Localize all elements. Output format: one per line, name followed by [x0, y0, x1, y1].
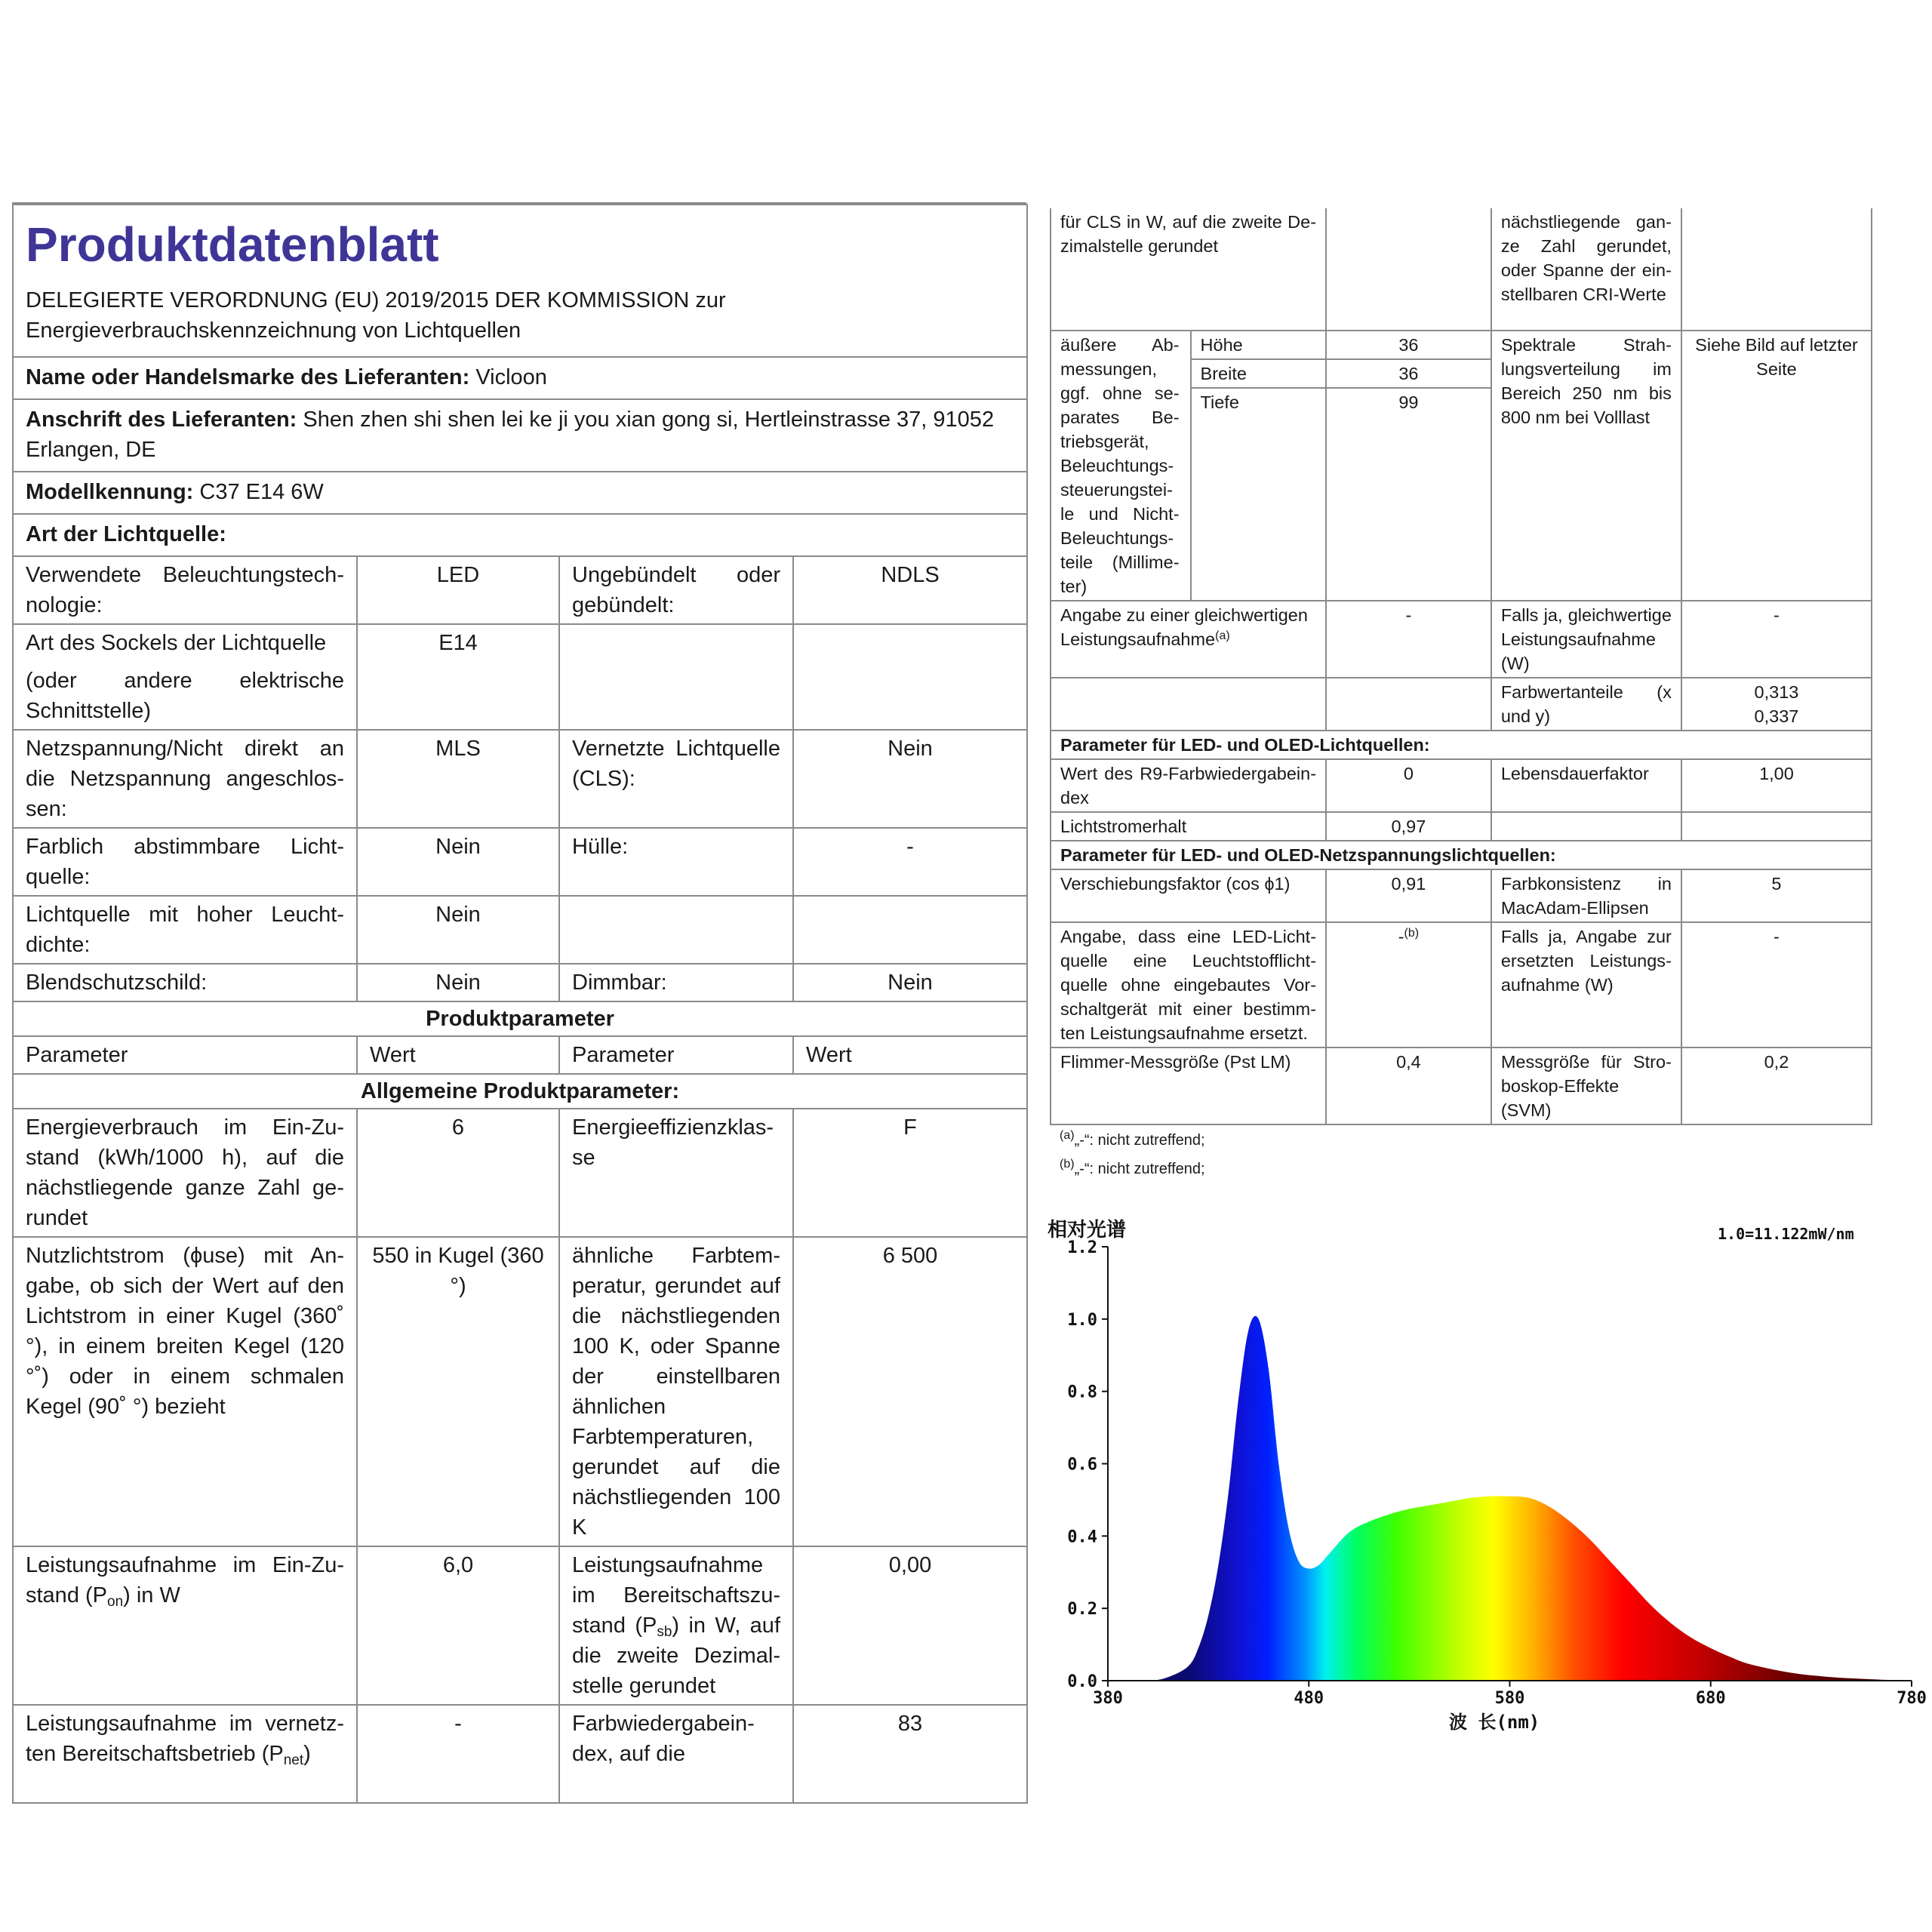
param-label: ähnliche Farbtemperatur, gerundet auf die nächstliegenden 100 K, oder Spanne der einstellbaren ähnlichen Farbtemperaturen, gerundet auf die nächstliegenden 100 K [559, 1237, 793, 1546]
param-value: 0,2 [1681, 1048, 1872, 1124]
param-value: 0,97 [1326, 812, 1491, 841]
address-row [13, 399, 1027, 472]
footnotes [1060, 1126, 1205, 1183]
param-label: Vernetzte Lichtquelle (CLS): [559, 730, 793, 828]
footnote-mark: (b) [1060, 1158, 1075, 1171]
param-value: 0,00 [793, 1546, 1027, 1705]
model-label: Modellkennung: [26, 480, 194, 504]
param-label [559, 624, 793, 730]
param-label: Falls ja, Angabe zur ersetzten Leistungsaufnahme (W) [1491, 922, 1681, 1048]
power-on-text: Leistungsaufnahme im Ein-Zustand (P [26, 1553, 344, 1607]
param-label [559, 1546, 793, 1705]
param-value: LED [357, 556, 559, 624]
table-row [13, 624, 1027, 730]
footnote-mark: (a) [1215, 629, 1230, 642]
empty-cell [1326, 678, 1491, 731]
param-label: Energieverbrauch im Ein-Zustand (kWh/1000 h), auf die nächstliegende ganze Zahl gerundet [13, 1109, 357, 1237]
light-source-heading-row [13, 514, 1027, 556]
param-value: Nein [793, 730, 1027, 828]
param-value: 0,91 [1326, 869, 1491, 922]
x-tick-label: 580 [1494, 1689, 1525, 1708]
table-row [1051, 869, 1872, 922]
param-value: NDLS [793, 556, 1027, 624]
param-value [793, 624, 1027, 730]
table-row [1051, 678, 1872, 731]
x-axis-label: 波 长(nm) [1449, 1712, 1540, 1733]
section-heading-row [13, 1001, 1027, 1036]
footnote-text: „-“: nicht zutreffend; [1074, 1132, 1205, 1149]
param-value [1326, 922, 1491, 1048]
y-axis-ticks [1067, 1238, 1108, 1691]
table-row [13, 964, 1027, 1001]
param-value: - [1681, 922, 1872, 1048]
table-row [1051, 331, 1872, 359]
param-label: Farbwertanteile (x und y) [1491, 678, 1681, 731]
column-header: Parameter [13, 1036, 357, 1074]
table-row [1051, 812, 1872, 841]
light-source-heading: Art der Lichtquelle: [26, 522, 226, 546]
dimension-value: 99 [1326, 388, 1491, 601]
param-label: Ungebündelt oder gebündelt: [559, 556, 793, 624]
general-params-heading: Allgemeine Produktparameter: [13, 1074, 1027, 1109]
column-header: Wert [793, 1036, 1027, 1074]
standby-sub: sb [657, 1624, 672, 1640]
param-value: Nein [357, 896, 559, 964]
section-heading-row [13, 1074, 1027, 1109]
power-on-text-end: ) in W [123, 1583, 180, 1607]
regulation-line-1: DELEGIERTE VERORDNUNG (EU) 2019/2015 DER KOMMISSION zur [26, 288, 726, 312]
page-title: Produktdatenblatt [26, 217, 439, 272]
param-label: Lebensdauerfaktor [1491, 759, 1681, 812]
param-value: MLS [357, 730, 559, 828]
param-value: 550 in Kugel (360 °) [357, 1237, 559, 1546]
param-value [793, 896, 1027, 964]
param-label: Falls ja, gleichwertige Leistungsaufnahme (W) [1491, 601, 1681, 678]
table-row [13, 1546, 1027, 1705]
param-value: Siehe Bild auf letzter Seite [1681, 331, 1872, 601]
param-label: Dimmbar: [559, 964, 793, 1001]
table-row [1051, 208, 1872, 331]
footnote-mark: (b) [1404, 927, 1420, 940]
section-heading-row [1051, 731, 1872, 759]
param-label: Verwendete Beleuchtungstechnologie: [13, 556, 357, 624]
param-label: Farbwiedergabeindex, auf die [559, 1705, 793, 1803]
table-row [1051, 601, 1872, 678]
equiv-label: Angabe zu einer gleichwertigen Leistungsaufnahme [1060, 605, 1308, 649]
param-label: Spektrale Strahlungsverteilung im Bereich 250 nm bis 800 nm bei Volllast [1491, 331, 1681, 601]
x-axis-ticks [1093, 1681, 1927, 1708]
replace-value: - [1398, 927, 1404, 946]
param-label: Farbkonsistenz in MacAdam-Ellipsen [1491, 869, 1681, 922]
chart-annotation: 1.0=11.122mW/nm [1718, 1225, 1854, 1243]
param-label [13, 1705, 357, 1803]
supplier-row [13, 357, 1027, 399]
footnote [1060, 1126, 1205, 1155]
table-row [13, 828, 1027, 896]
param-value: E14 [357, 624, 559, 730]
chroma-x: 0,313 [1754, 682, 1799, 702]
param-label: Farblich abstimmbare Lichtquelle: [13, 828, 357, 896]
param-value: 0,4 [1326, 1048, 1491, 1124]
chart-title: 相对光谱 [1048, 1219, 1127, 1241]
param-label: Lichtquelle mit hoher Leuchtdichte: [13, 896, 357, 964]
table-row [13, 1237, 1027, 1546]
table-row [1051, 759, 1872, 812]
product-params-heading: Produktparameter [13, 1001, 1027, 1036]
x-tick-label: 480 [1294, 1689, 1324, 1708]
socket-label-line1: Art des Sockels der Lichtquelle [26, 631, 327, 655]
column-header: Parameter [559, 1036, 793, 1074]
param-label: Angabe, dass eine LED-Lichtquelle eine Leuchtstofflichtquelle ohne eingebautes Vorschaltgerät mit einer bestimmten Leistungsaufnahme ersetzt. [1051, 922, 1326, 1048]
dimension-name: Breite [1191, 359, 1326, 388]
supplier-value: Vicloon [469, 365, 547, 389]
param-value: F [793, 1109, 1027, 1237]
empty-cell [1491, 812, 1681, 841]
param-label: Netzspannung/Nicht direkt an die Netzspannung angeschlossen: [13, 730, 357, 828]
x-tick-label: 380 [1093, 1689, 1123, 1708]
table-row [13, 1109, 1027, 1237]
power-net-text-end: ) [303, 1742, 311, 1766]
param-value: Nein [357, 828, 559, 896]
mains-params-heading: Parameter für LED- und OLED-Netzspannungslichtquellen: [1051, 841, 1872, 869]
continuation-table [1050, 208, 1872, 1125]
footnote [1060, 1155, 1205, 1183]
param-label [1051, 601, 1326, 678]
regulation-line-2: Energieverbrauchskennzeichnung von Lichtquellen [26, 318, 521, 343]
param-value: 0 [1326, 759, 1491, 812]
y-tick-label: 1.0 [1067, 1310, 1097, 1330]
model-row [13, 472, 1027, 514]
table-row [1051, 1048, 1872, 1124]
chroma-y: 0,337 [1754, 706, 1799, 726]
power-net-text: Leistungsaufnahme im vernetzten Bereitschaftsbetrieb (P [26, 1712, 344, 1766]
param-value [1326, 208, 1491, 331]
footnote-mark: (a) [1060, 1129, 1075, 1142]
table-row [1051, 922, 1872, 1048]
table-row [13, 556, 1027, 624]
right-datasheet [1050, 208, 1872, 1125]
dimensions-label: äußere Abmessungen, ggf. ohne separates Betriebsgerät, Beleuchtungssteuerungsteile und Nicht-Beleuchtungsteile (Millimeter) [1051, 331, 1191, 601]
spectrum-chart [1041, 1208, 1927, 1736]
dimension-value: 36 [1326, 331, 1491, 359]
table-row [13, 1705, 1027, 1803]
y-tick-label: 0.0 [1067, 1672, 1097, 1691]
param-label [559, 896, 793, 964]
power-on-sub: on [107, 1594, 124, 1610]
param-value: 6,0 [357, 1546, 559, 1705]
param-value: Nein [793, 964, 1027, 1001]
x-tick-label: 780 [1897, 1689, 1927, 1708]
standby-text-end: ) in W, auf die zweite Dezimalstelle gerundet [572, 1614, 780, 1698]
empty-cell [1681, 812, 1872, 841]
param-value: - [1681, 601, 1872, 678]
param-label [13, 1546, 357, 1705]
param-label [13, 624, 357, 730]
param-value: Nein [357, 964, 559, 1001]
y-tick-label: 0.4 [1067, 1527, 1097, 1547]
param-label: nächstliegende ganze Zahl gerundet, oder Spanne der einstellbaren CRI-Werte [1491, 208, 1681, 331]
address-label: Anschrift des Lieferanten: [26, 408, 297, 432]
left-datasheet [12, 202, 1026, 1768]
dimension-name: Tiefe [1191, 388, 1326, 601]
y-tick-label: 0.6 [1067, 1455, 1097, 1475]
column-header-row [13, 1036, 1027, 1074]
param-label: Wert des R9-Farbwiedergabeindex [1051, 759, 1326, 812]
led-params-heading: Parameter für LED- und OLED-Lichtquellen: [1051, 731, 1872, 759]
power-net-sub: net [283, 1752, 304, 1768]
param-value: 83 [793, 1705, 1027, 1803]
table-row [13, 896, 1027, 964]
y-tick-label: 0.8 [1067, 1383, 1097, 1402]
param-value [1681, 208, 1872, 331]
y-tick-label: 0.2 [1067, 1600, 1097, 1620]
section-heading-row [1051, 841, 1872, 869]
param-label: Lichtstromerhalt [1051, 812, 1326, 841]
param-value: - [793, 828, 1027, 896]
dimension-value: 36 [1326, 359, 1491, 388]
supplier-label: Name oder Handelsmarke des Lieferanten: [26, 365, 470, 389]
footnote-text: „-“: nicht zutreffend; [1074, 1161, 1205, 1177]
param-label: Verschiebungsfaktor (cos ϕ1) [1051, 869, 1326, 922]
param-value: 6 500 [793, 1237, 1027, 1546]
x-tick-label: 680 [1695, 1689, 1726, 1708]
param-value: 6 [357, 1109, 559, 1237]
param-label: Nutzlichtstrom (ϕuse) mit Angabe, ob sich der Wert auf den Lichtstrom in einer Kugel (360˚ °), in einem breiten Kegel (120 °˚) oder in einem schmalen Kegel (90˚ °) bezieht [13, 1237, 357, 1546]
param-value: - [357, 1705, 559, 1803]
param-value: 5 [1681, 869, 1872, 922]
param-label: Hülle: [559, 828, 793, 896]
table-row [13, 730, 1027, 828]
spectrum-area [1108, 1316, 1912, 1681]
param-label: Messgröße für Stroboskop-Effekte (SVM) [1491, 1048, 1681, 1124]
param-value [1681, 678, 1872, 731]
param-value: 1,00 [1681, 759, 1872, 812]
empty-cell [1051, 678, 1326, 731]
standby-text: Leistungsaufnahme im Bereitschaftszustand (P [572, 1553, 780, 1638]
address-value: Shen zhen shi shen lei ke ji you xian gong si, Hertleinstrasse 37, 91052 Erlangen, DE [26, 408, 995, 462]
socket-label-line2: (oder andere elektrische Schnittstelle) [26, 669, 344, 723]
model-value: C37 E14 6W [193, 480, 324, 504]
main-table [12, 204, 1028, 1804]
param-label: Energieeffizienzklasse [559, 1109, 793, 1237]
param-label: Blendschutzschild: [13, 964, 357, 1001]
y-tick-label: 1.2 [1067, 1238, 1097, 1257]
header-row [13, 205, 1027, 357]
column-header: Wert [357, 1036, 559, 1074]
dimension-name: Höhe [1191, 331, 1326, 359]
param-value: - [1326, 601, 1491, 678]
param-label: Flimmer-Messgröße (Pst LM) [1051, 1048, 1326, 1124]
param-label: für CLS in W, auf die zweite Dezimalstelle gerundet [1051, 208, 1326, 331]
